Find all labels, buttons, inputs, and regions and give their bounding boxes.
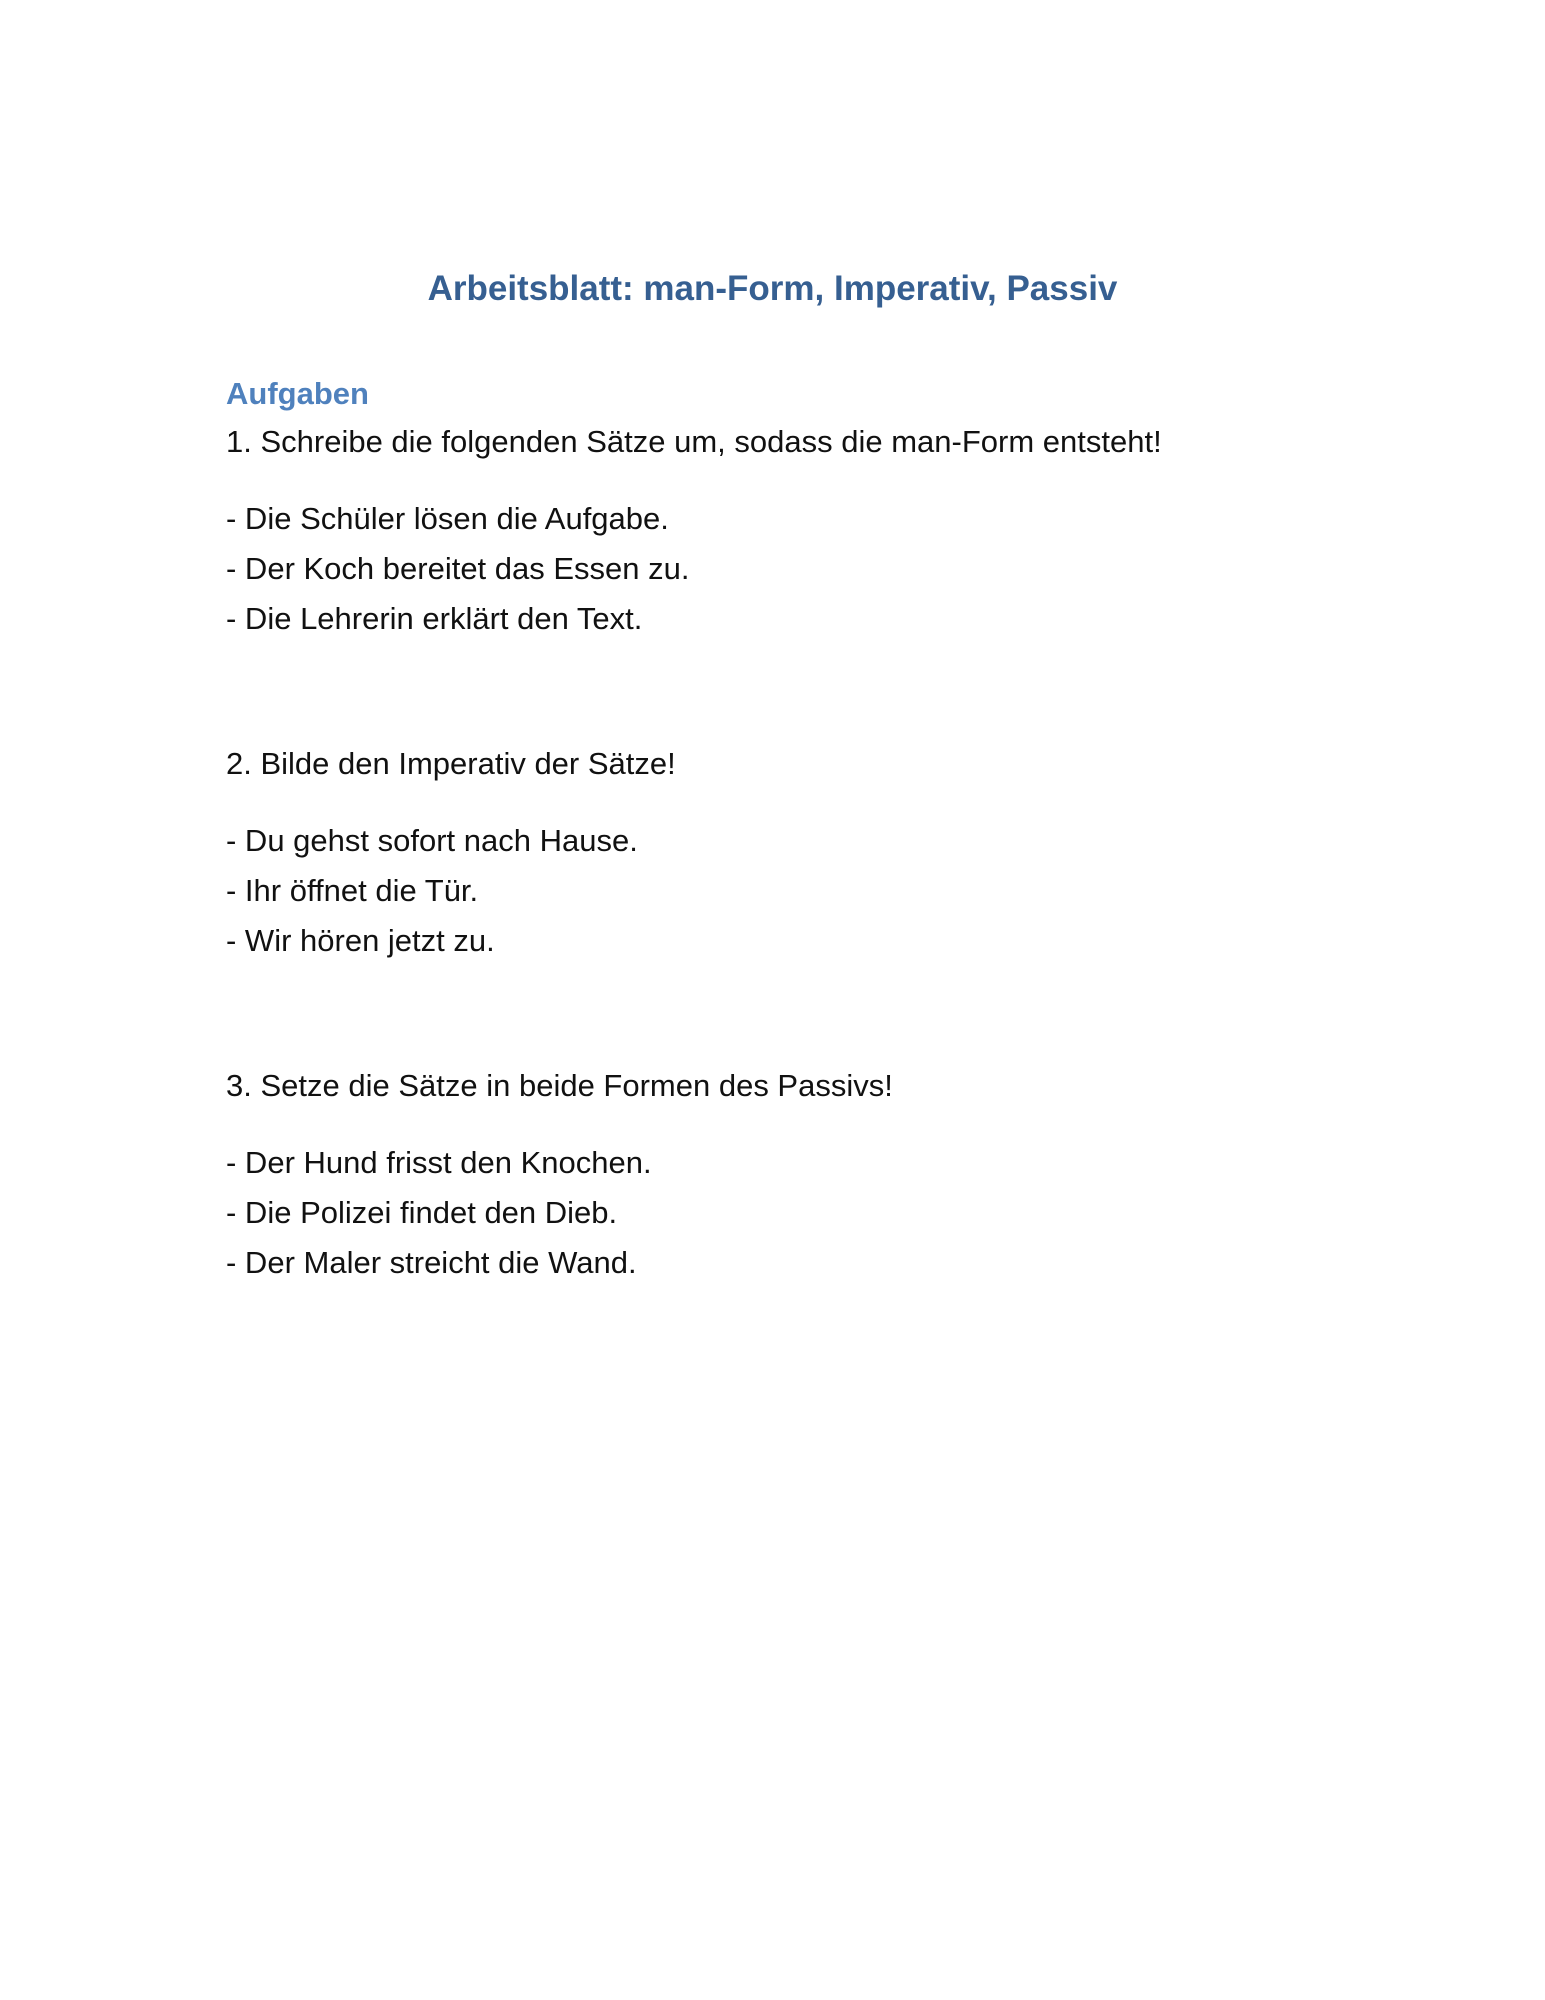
task-item: - Der Koch bereitet das Essen zu. [226,551,690,586]
task-item: - Die Lehrerin erklärt den Text. [226,601,643,636]
task-item: - Die Schüler lösen die Aufgabe. [226,501,669,536]
task-prompt: 2. Bilde den Imperativ der Sätze! [226,746,676,781]
task-item: - Ihr öffnet die Tür. [226,873,479,908]
task-prompt: 3. Setze die Sätze in beide Formen des Passivs! [226,1068,893,1103]
worksheet-content [226,372,1376,1288]
task-item: - Du gehst sofort nach Hause. [226,823,638,858]
task-items-list [226,1138,1376,1288]
task-prompt: 1. Schreibe die folgenden Sätze um, sodass die man-Form entsteht! [226,424,1162,459]
task-items-list [226,494,1376,644]
task-2 [226,742,1376,966]
task-items-list [226,816,1376,966]
task-item: - Die Polizei findet den Dieb. [226,1195,618,1230]
page-title: Arbeitsblatt: man-Form, Imperativ, Passiv [427,269,1118,309]
task-item: - Der Hund frisst den Knochen. [226,1145,652,1180]
task-item: - Der Maler streicht die Wand. [226,1245,637,1280]
task-3 [226,1064,1376,1288]
task-item: - Wir hören jetzt zu. [226,923,495,958]
section-heading-aufgaben: Aufgaben [226,376,369,411]
task-1 [226,420,1376,644]
